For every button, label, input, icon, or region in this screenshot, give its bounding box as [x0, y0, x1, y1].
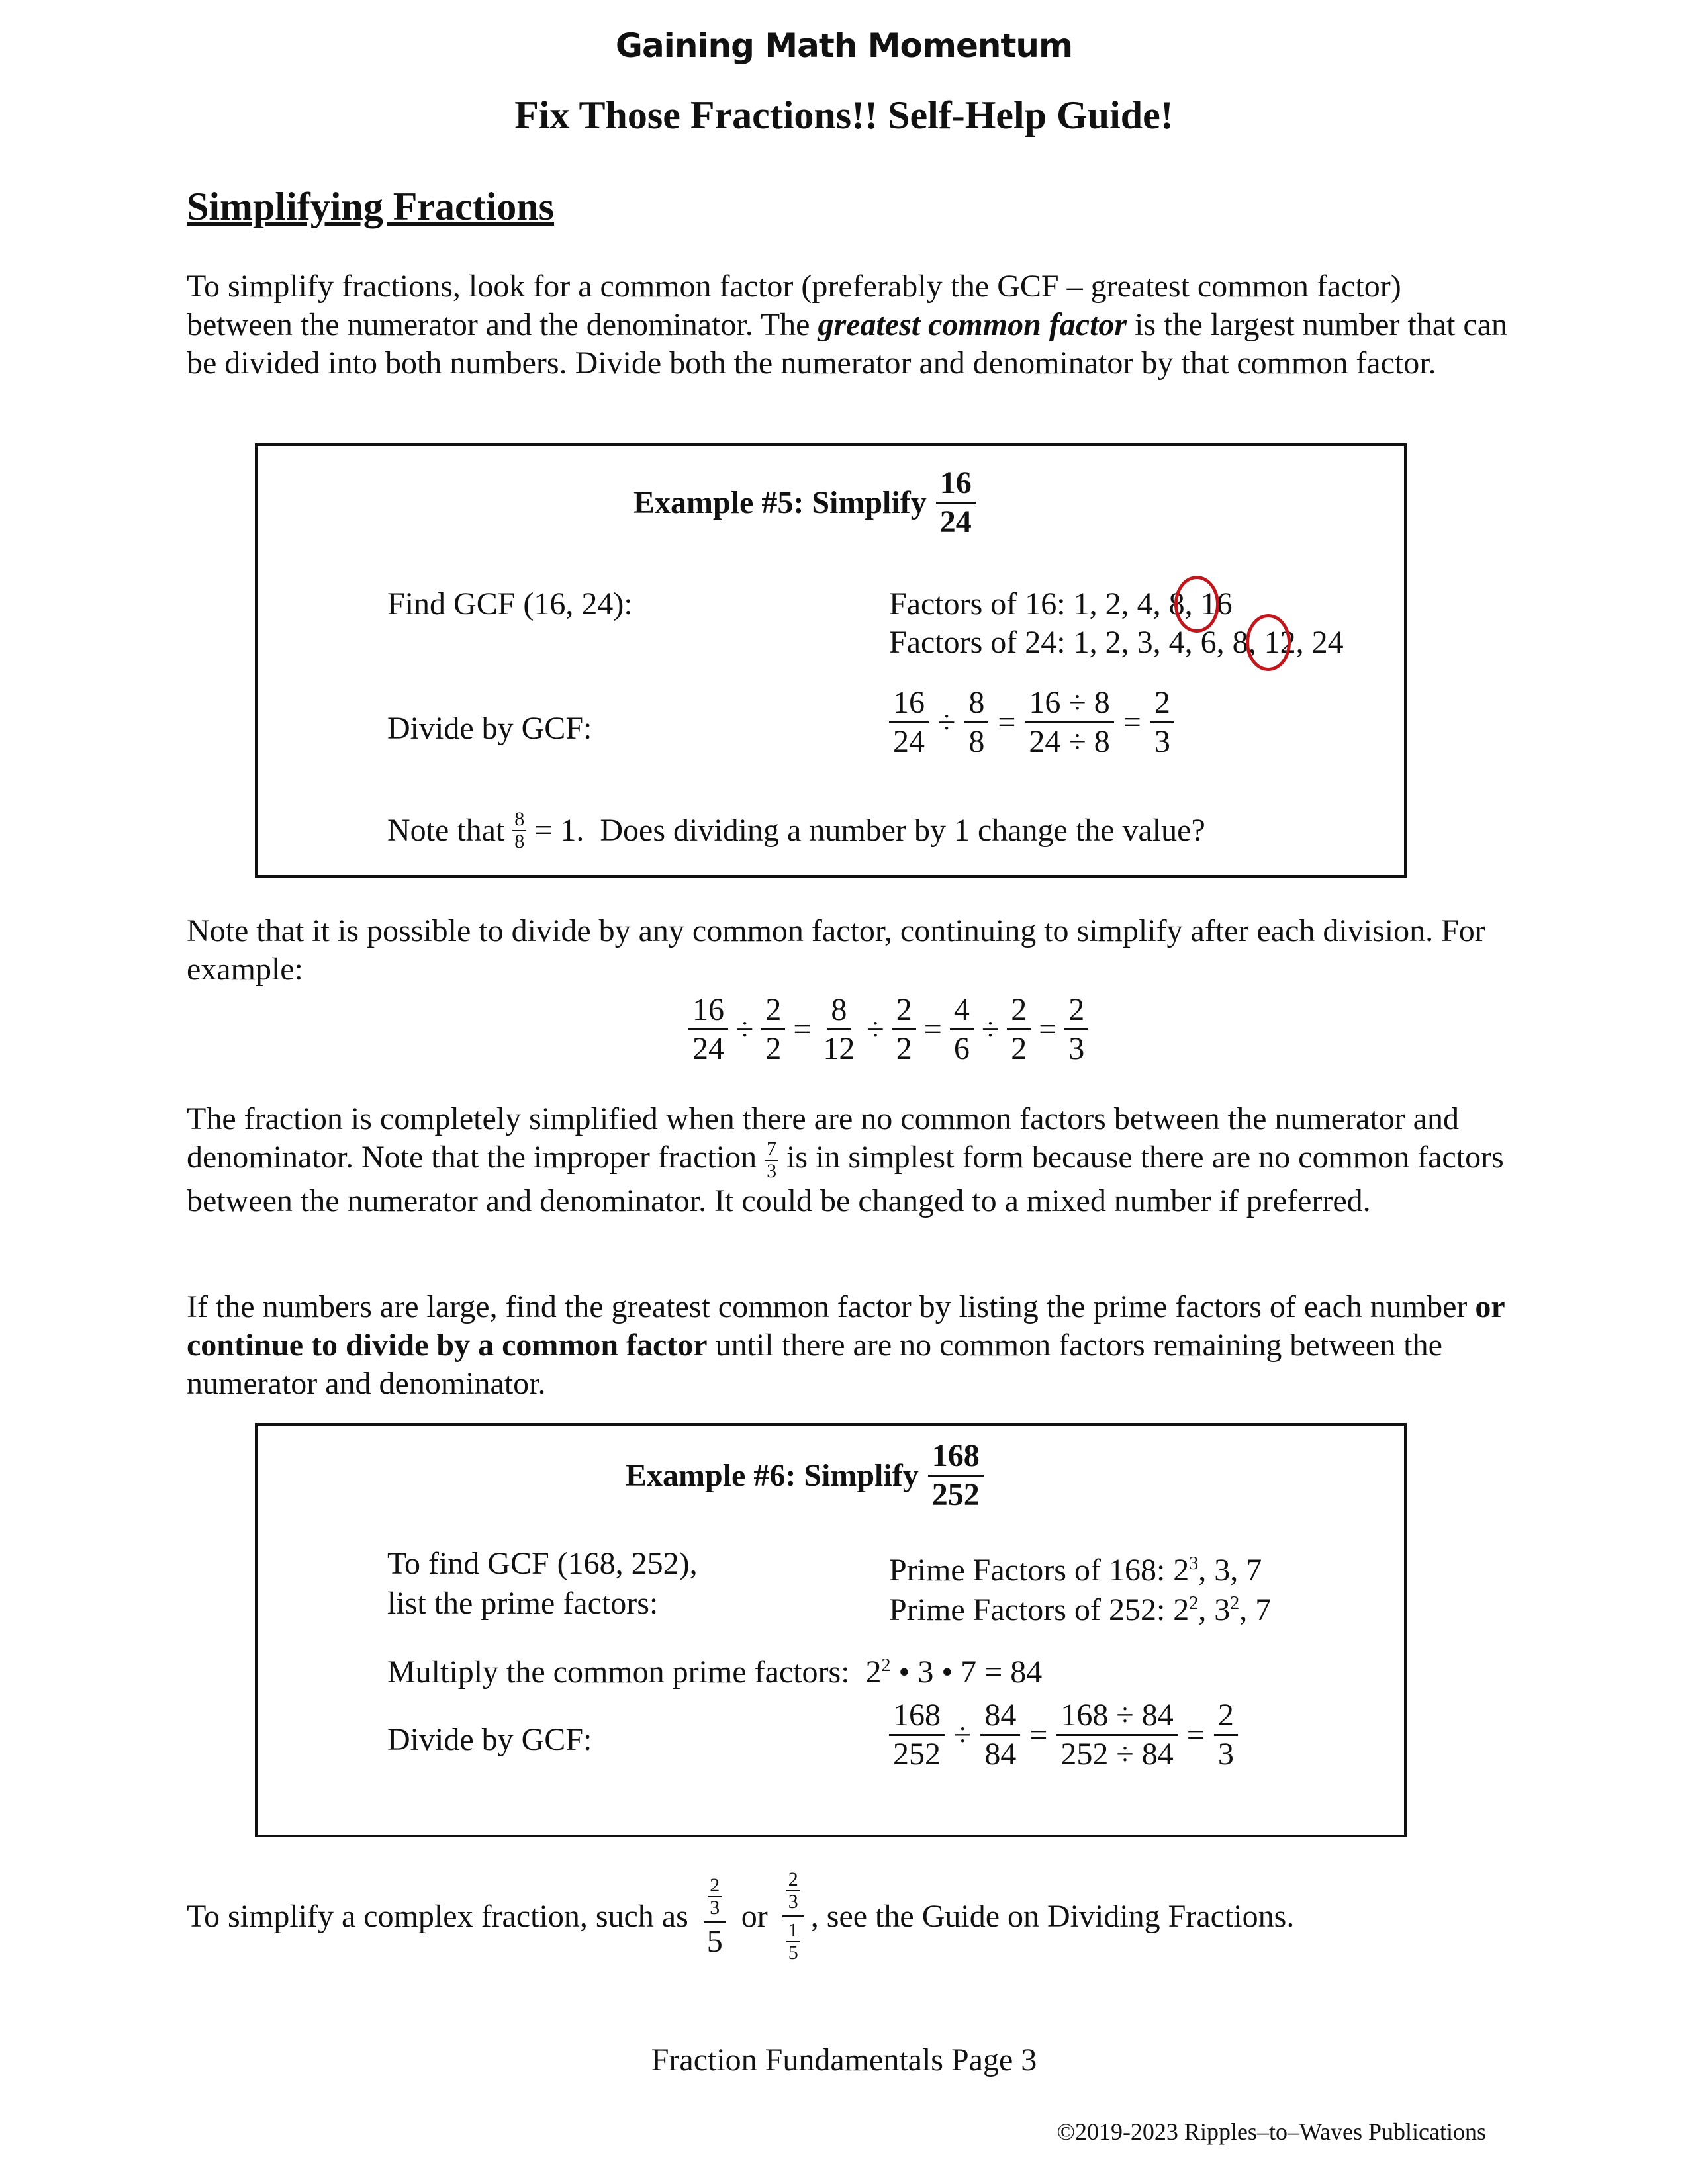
pf252-mid: , 3: [1198, 1592, 1231, 1627]
fraction-denominator: 24: [939, 504, 972, 539]
eq-num: 84: [980, 1697, 1020, 1736]
example-6-title: [626, 1437, 984, 1514]
small-fraction: [786, 1869, 800, 1913]
small-fraction: [708, 1875, 722, 1919]
intro-text-1: To simplify fractions, look for a common factor (preferably the GCF – greatest common factor) between the numerator and the denominator. The: [187, 269, 1401, 342]
equals-sign: =: [793, 1012, 812, 1047]
pf252-exp1: 2: [1189, 1593, 1199, 1614]
eq-num: 8: [964, 684, 988, 723]
chain-den: 2: [896, 1031, 912, 1066]
pf252-exp2: 2: [1230, 1593, 1240, 1614]
small-den: 3: [710, 1897, 720, 1919]
example-5-title-text: Example #5: Simplify: [633, 484, 927, 520]
complex-text-b: , see the Guide on Dividing Fractions.: [810, 1898, 1295, 1934]
chain-den: 2: [765, 1031, 782, 1066]
note-text-b: = 1. Does dividing a number by 1 change the value?: [526, 813, 1205, 848]
eq-fraction: [980, 1697, 1020, 1773]
divide-gcf-label: Divide by GCF:: [387, 1722, 592, 1757]
chain-den: 3: [1068, 1031, 1085, 1066]
chain-num: 4: [950, 991, 974, 1030]
simplest-form-paragraph: [187, 1100, 1511, 1220]
complex-text-a: To simplify a complex fraction, such as: [187, 1898, 696, 1934]
divide-sign: ÷: [938, 705, 956, 740]
eq-fraction: [1056, 1697, 1177, 1773]
example-5-box: [255, 443, 1407, 878]
eq-fraction: [1025, 684, 1113, 760]
chain-den: 6: [953, 1031, 970, 1066]
chain-num: 8: [827, 991, 851, 1030]
mult-label: Multiply the common prime factors: 2: [387, 1655, 882, 1690]
complex-fraction-1: [703, 1872, 727, 1960]
prime-factors-168: [889, 1545, 1262, 1590]
small-fraction: [786, 1920, 800, 1964]
eq-den: 8: [968, 724, 985, 759]
equals-sign: =: [1029, 1717, 1048, 1752]
page-footer: Fraction Fundamentals Page 3: [651, 2042, 1037, 2077]
note-text-a: Note that: [387, 813, 513, 848]
complex-fraction-1-denominator: 5: [706, 1924, 723, 1959]
find-gcf-line-1: To find GCF (168, 252),: [387, 1546, 698, 1581]
improper-num: 7: [765, 1138, 778, 1161]
example-5-title: [633, 465, 976, 541]
complex-fraction-1-numerator: [704, 1872, 726, 1923]
small-den: 5: [788, 1942, 798, 1964]
eq-num: 16 ÷ 8: [1025, 684, 1113, 723]
chain-num: 2: [761, 991, 785, 1030]
factors-24: Factors of 24: 1, 2, 3, 4, 6, 8, 12, 24: [889, 625, 1344, 660]
brand-title: Gaining Math Momentum: [615, 26, 1073, 65]
small-num: 2: [708, 1875, 722, 1897]
equals-sign: =: [1039, 1012, 1057, 1047]
eq-num: 16: [889, 684, 929, 723]
eq-num: 168: [889, 1697, 945, 1736]
example-6-box: [255, 1423, 1407, 1837]
pf252-label: Prime Factors of 252: 2: [889, 1592, 1190, 1627]
chain-num: 16: [688, 991, 728, 1030]
factors-16: Factors of 16: 1, 2, 4, 8, 16: [889, 586, 1233, 621]
gcf-circle-16: [1174, 576, 1219, 633]
intro-text-2: is the largest number that can be divided into both numbers. Divide both the numerator and denominator by that common factor.: [187, 307, 1508, 381]
eq-fraction: [889, 1697, 945, 1773]
eq-den: 84: [984, 1737, 1017, 1772]
intro-paragraph: [187, 267, 1511, 383]
section-heading: Simplifying Fractions: [187, 185, 555, 228]
eq-num: 2: [1150, 684, 1174, 723]
improper-den: 3: [767, 1160, 777, 1182]
example-6-title-text: Example #6: Simplify: [626, 1457, 919, 1493]
eq-den: 252 ÷ 84: [1060, 1737, 1174, 1772]
eq-fraction: [1214, 1697, 1238, 1773]
copyright: ©2019-2023 Ripples–to–Waves Publications: [1056, 2118, 1486, 2145]
find-gcf-label: Find GCF (16, 24):: [387, 586, 633, 621]
large-numbers-paragraph: [187, 1288, 1511, 1403]
multiply-common-factors: [387, 1647, 1042, 1692]
example-6-fraction: [928, 1437, 984, 1514]
chain-fraction: [950, 991, 974, 1068]
small-den: 3: [788, 1891, 798, 1913]
chain-fraction: [688, 991, 728, 1068]
chain-num: 2: [892, 991, 916, 1030]
divide-sign: ÷: [736, 1012, 754, 1047]
chain-den: 2: [1011, 1031, 1027, 1066]
pf168-rest: , 3, 7: [1198, 1553, 1262, 1588]
chain-den: 24: [692, 1031, 724, 1066]
chain-fraction: [892, 991, 916, 1068]
eq-den: 24 ÷ 8: [1029, 724, 1110, 759]
improper-fraction: [765, 1138, 778, 1182]
eq-num: 2: [1214, 1697, 1238, 1736]
chain-fraction: [1007, 991, 1031, 1068]
eq-den: 3: [1217, 1737, 1234, 1772]
chain-num: 2: [1007, 991, 1031, 1030]
intro-emphasis: greatest common factor: [818, 307, 1127, 342]
pf168-exp: 3: [1189, 1553, 1199, 1574]
divide-sign: ÷: [867, 1012, 884, 1047]
small-num: 1: [786, 1920, 800, 1942]
equals-sign: =: [1123, 705, 1141, 740]
divide-sign: ÷: [954, 1717, 972, 1752]
chain-fraction: [819, 991, 859, 1068]
complex-fraction-sentence: [187, 1866, 1294, 1966]
eq-den: 24: [893, 724, 925, 759]
note-fraction: [512, 809, 526, 852]
pf252-rest: , 7: [1239, 1592, 1272, 1627]
p3-text-a: If the numbers are large, find the greatest common factor by listing the prime factors of each number: [187, 1289, 1476, 1324]
fraction-numerator: 16: [936, 465, 976, 504]
mult-rest: • 3 • 7 = 84: [890, 1655, 1043, 1690]
eq-den: 252: [893, 1737, 941, 1772]
fraction-numerator: 168: [928, 1437, 984, 1477]
eq-num: 168 ÷ 84: [1056, 1697, 1177, 1736]
example-6-equation: [889, 1697, 1238, 1773]
complex-fraction-2-denominator: [782, 1917, 804, 1966]
example-5-note: [387, 809, 1205, 852]
mult-exp: 2: [881, 1655, 891, 1676]
equals-sign: =: [923, 1012, 942, 1047]
complex-fraction-2-numerator: [782, 1866, 804, 1917]
eq-fraction: [889, 684, 929, 760]
or-text: or: [733, 1898, 776, 1934]
fraction-denominator: 252: [931, 1477, 980, 1512]
pf168-label: Prime Factors of 168: 2: [889, 1553, 1190, 1588]
p2-text-b: is in simplest form because there are no common factors between the numerator and denominator. It could be changed to a mixed number if preferred.: [187, 1140, 1504, 1218]
chain-num: 2: [1064, 991, 1088, 1030]
example-5-fraction: [936, 465, 976, 541]
simplify-chain: [688, 991, 1088, 1068]
eq-fraction: [1150, 684, 1174, 760]
note-num: 8: [512, 809, 526, 831]
equals-sign: =: [1186, 1717, 1205, 1752]
note-den: 8: [514, 831, 525, 852]
eq-den: 3: [1154, 724, 1170, 759]
page-title: Fix Those Fractions!! Self-Help Guide!: [514, 93, 1174, 137]
chain-den: 12: [823, 1031, 855, 1066]
p3-bold: or continue to divide by a common factor: [187, 1289, 1505, 1363]
small-num: 2: [786, 1869, 800, 1891]
complex-fraction-2: [782, 1866, 804, 1966]
middle-paragraph: Note that it is possible to divide by any common factor, continuing to simplify after each division. For example:: [187, 913, 1485, 987]
divide-sign: ÷: [981, 1012, 1000, 1047]
p3-text-c: until there are no common factors remaining between the numerator and denominator.: [187, 1328, 1442, 1401]
chain-fraction: [1064, 991, 1088, 1068]
equals-sign: =: [998, 705, 1016, 740]
p2-text-a: The fraction is completely simplified when there are no common factors between the numerator and denominator. Note that the improper fraction: [187, 1101, 1459, 1175]
example-5-equation: [889, 684, 1174, 760]
eq-fraction: [964, 684, 988, 760]
prime-factors-252: [889, 1584, 1271, 1629]
gcf-circle-24: [1246, 614, 1291, 671]
divide-gcf-label: Divide by GCF:: [387, 711, 592, 746]
chain-fraction: [761, 991, 785, 1068]
find-gcf-line-2: list the prime factors:: [387, 1586, 659, 1621]
